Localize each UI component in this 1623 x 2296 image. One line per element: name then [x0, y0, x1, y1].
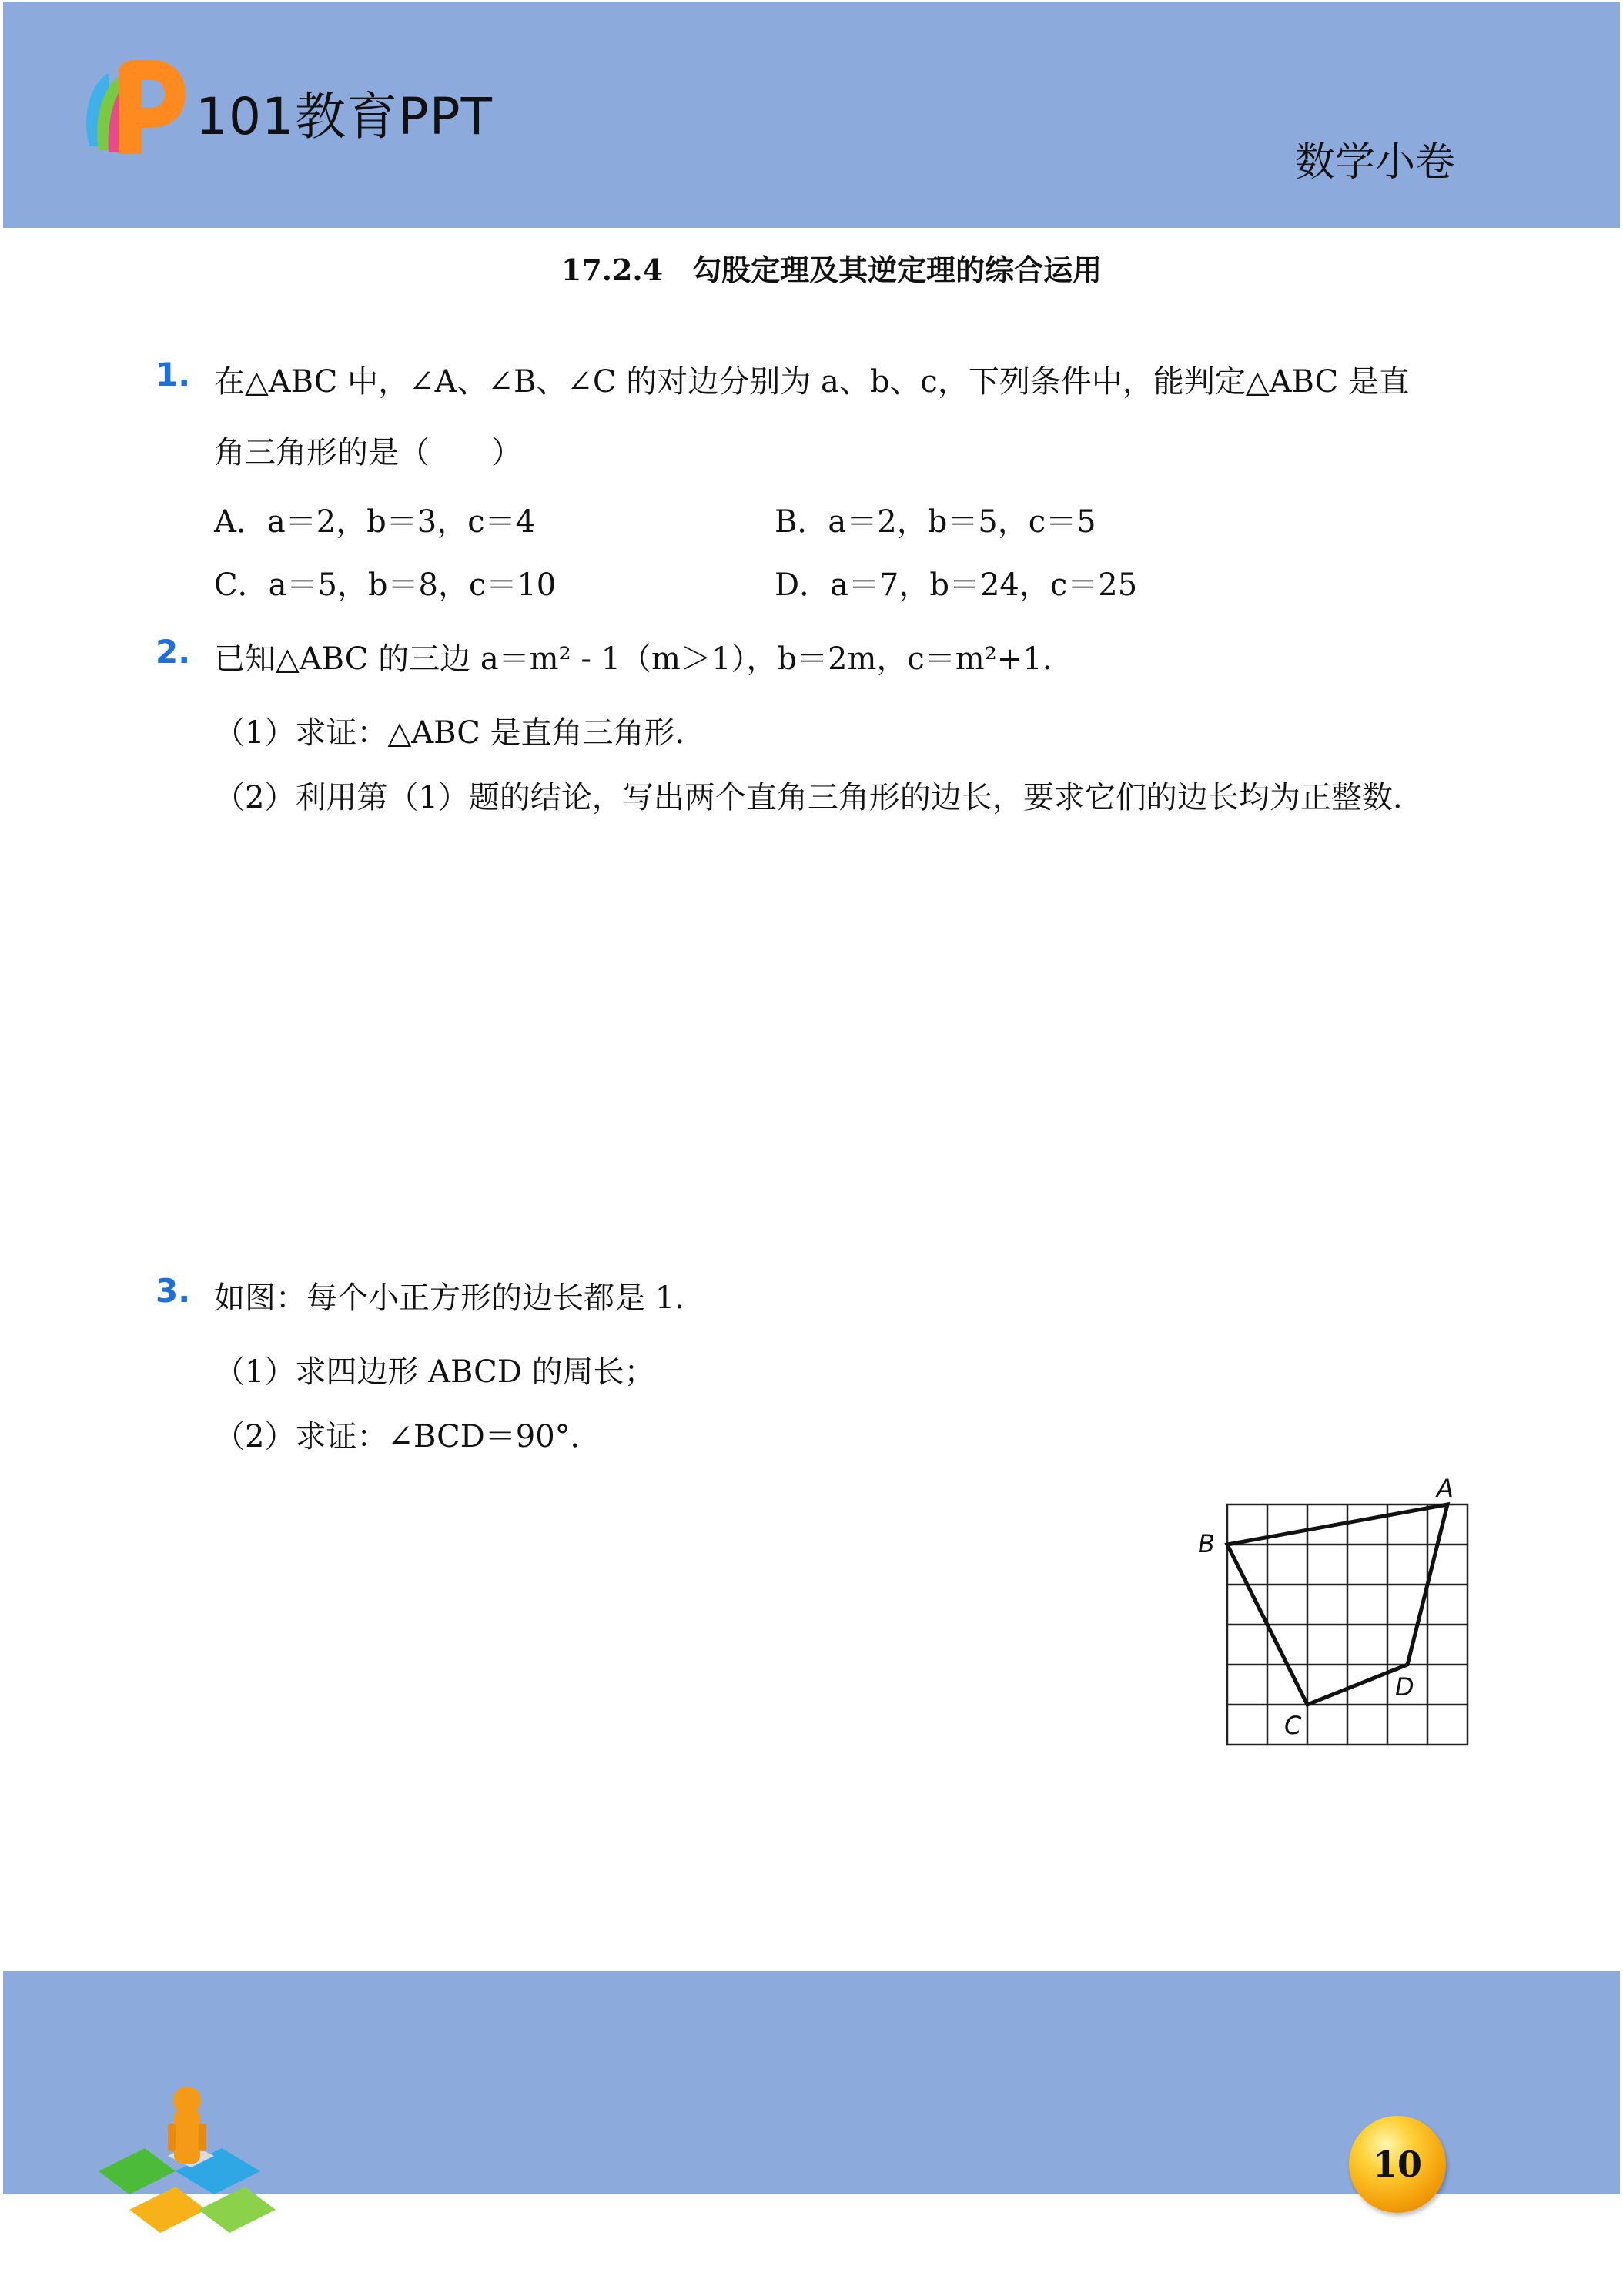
label-d: D [1395, 1672, 1414, 1702]
option-b-text: a＝2，b＝5，c＝5 [828, 504, 1096, 540]
question-2-sub1: （1）求证：△ABC 是直角三角形. [214, 715, 685, 751]
label-a: A [1437, 1474, 1454, 1503]
question-3-number: 3. [156, 1272, 191, 1310]
quadrilateral-abcd [1227, 1504, 1447, 1705]
grid-lines [1227, 1504, 1467, 1745]
question-2-stem: 已知△ABC 的三边 a＝m² - 1（m＞1），b＝2m，c＝m²+1. [214, 641, 1052, 677]
brand-logo-icon [74, 54, 189, 162]
option-a [214, 497, 535, 541]
question-3-sub1: （1）求四边形 ABCD 的周长； [214, 1354, 655, 1390]
option-c-label: C． [214, 567, 269, 603]
figure-on-tiles-icon [91, 2079, 299, 2264]
quadrilateral-grid-figure [1192, 1471, 1477, 1748]
question-2-number: 2. [156, 633, 191, 671]
brand-name: 101教育PPT [196, 87, 493, 146]
option-b [775, 497, 1096, 541]
option-a-text: a＝2，b＝3，c＝4 [266, 504, 536, 540]
option-d-text: a＝7，b＝24，c＝25 [830, 567, 1138, 603]
question-1-stem-line1: 在△ABC 中，∠A、∠B、∠C 的对边分别为 a、b、c，下列条件中，能判定△ABC 是直 [214, 364, 1410, 400]
page-title: 17.2.4 勾股定理及其逆定理的综合运用 [561, 253, 1103, 287]
question-2-sub2: （2）利用第（1）题的结论，写出两个直角三角形的边长，要求它们的边长均为正整数. [214, 780, 1403, 815]
question-1-number: 1. [156, 356, 191, 393]
label-b: B [1198, 1529, 1215, 1558]
option-c-text: a＝5，b＝8，c＝10 [268, 567, 557, 603]
option-b-label: B． [775, 504, 828, 540]
option-d-label: D． [775, 567, 831, 603]
question-3-stem: 如图：每个小正方形的边长都是 1. [214, 1280, 684, 1316]
option-d [775, 561, 1137, 604]
question-1-stem-line2: 角三角形的是（ ） [214, 435, 522, 470]
label-c: C [1284, 1711, 1302, 1740]
page-number-badge [1349, 2116, 1446, 2213]
header-right-label: 数学小卷 [1295, 139, 1456, 186]
question-3-sub2: （2）求证：∠BCD＝90°． [214, 1419, 601, 1454]
option-a-label: A． [214, 504, 267, 540]
option-c [214, 561, 556, 604]
page-number: 10 [1372, 2144, 1422, 2185]
